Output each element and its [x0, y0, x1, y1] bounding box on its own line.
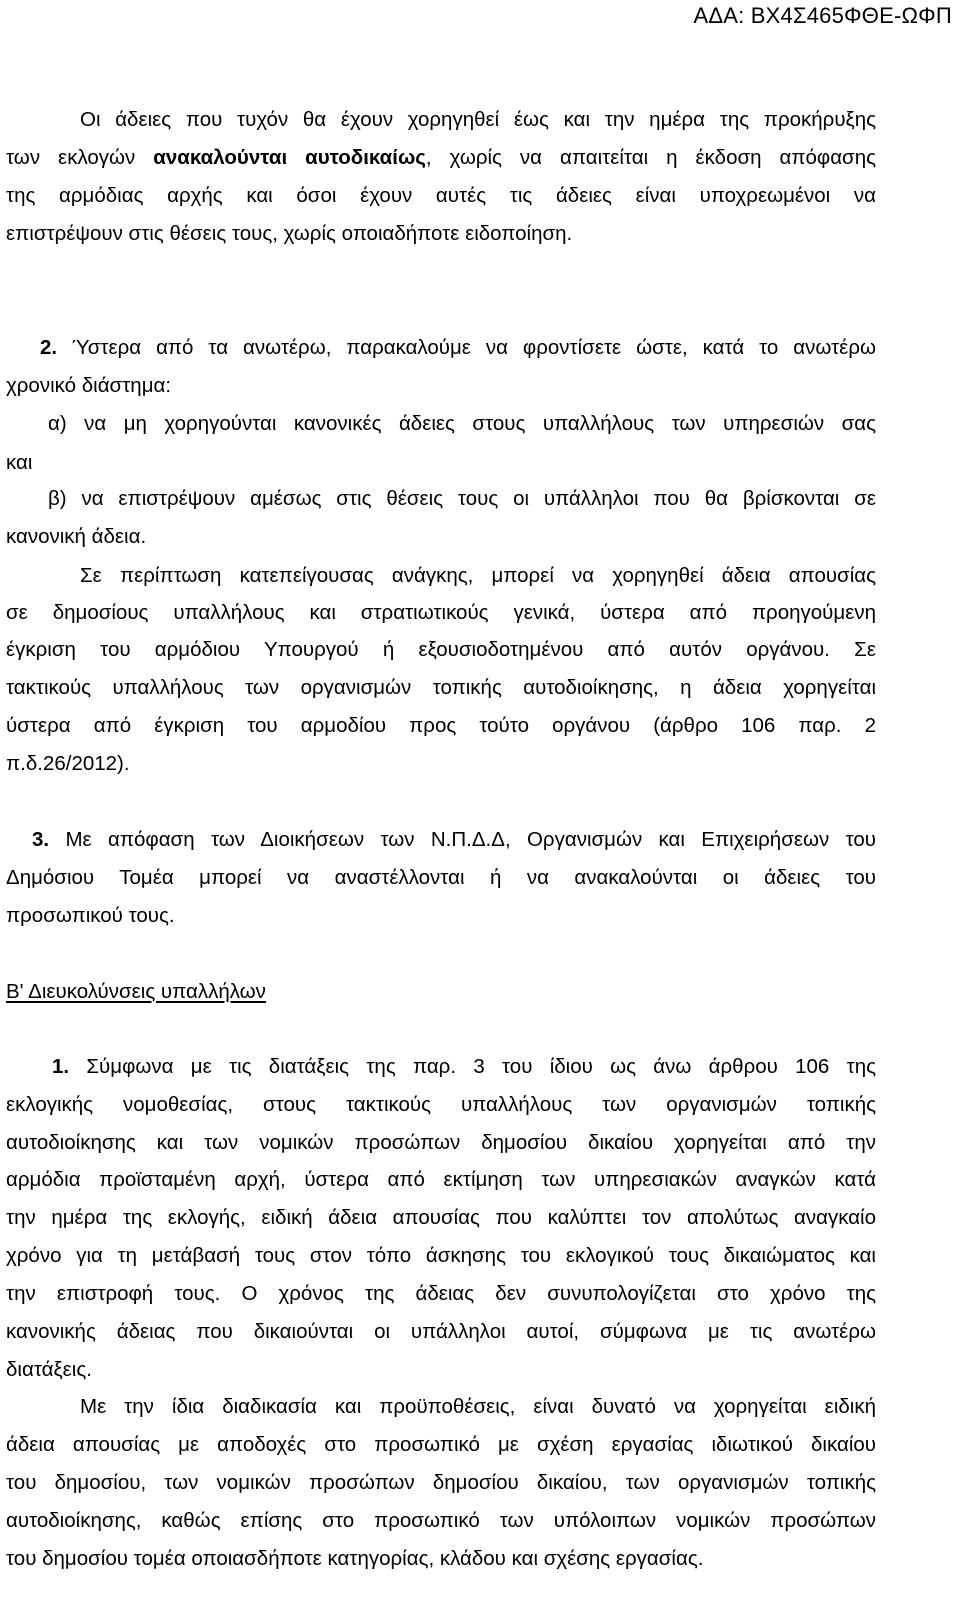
emergency-line2: σε δημοσίους υπαλλήλους και στρατιωτικούς γενικά, ύστερα από προηγούμενη [6, 601, 876, 624]
emergency-line4: τακτικούς υπαλλήλους των οργανισμών τοπικής αυτοδιοίκησης, η άδεια χορηγείται [6, 676, 876, 699]
item3-line2: Δημόσιου Τομέα μπορεί να αναστέλλονται ή να ανακαλούνται οι άδειες του [6, 866, 876, 889]
item3-line1-text: Με απόφαση των Διοικήσεων των Ν.Π.Δ.Δ, Οργανισμών και Επιχειρήσεων του [49, 828, 876, 851]
item-b1-line9: διατάξεις. [6, 1358, 92, 1381]
item-b1-line6: χρόνο για τη μετάβασή τους στον τόπο άσκησης του εκλογικού τους δικαιώματος και [6, 1244, 876, 1267]
item2-a-line1: α) να μη χορηγούνται κανονικές άδειες στους υπαλλήλους των υπηρεσιών σας [48, 412, 876, 435]
section-b-heading: Β' Διευκολύνσεις υπαλλήλων [6, 980, 266, 1003]
item3-number: 3. [32, 828, 50, 851]
item3-line1 [32, 828, 876, 852]
same-line5: του δημοσίου τομέα οποιασδήποτε κατηγορίας, κλάδου και σχέσης εργασίας. [6, 1547, 704, 1570]
item2-number: 2. [40, 336, 58, 359]
item2-line2: χρονικό διάστημα: [6, 374, 172, 397]
same-line1: Με την ίδια διαδικασία και προϋποθέσεις, είναι δυνατό να χορηγείται ειδική [80, 1395, 876, 1418]
item2-b-line2: κανονική άδεια. [6, 525, 147, 548]
para1-line2 [6, 146, 876, 170]
item-b1-line8: κανονικής άδειας που δικαιούνται οι υπάλληλοι αυτοί, σύμφωνα με τις ανωτέρω [6, 1320, 876, 1343]
item-b1-line3: αυτοδιοίκησης και των νομικών προσώπων δημοσίου δικαίου χορηγείται από την [6, 1131, 876, 1154]
item-b1-line2: εκλογικής νομοθεσίας, στους τακτικούς υπαλλήλους των οργανισμών τοπικής [6, 1093, 876, 1116]
item-b1-number: 1. [52, 1055, 70, 1078]
ada-code: ΑΔΑ: ΒΧ4Σ465ΦΘΕ-ΩΦΠ [693, 3, 952, 28]
emergency-line5: ύστερα από έγκριση του αρμοδίου προς τούτο οργάνου (άρθρο 106 παρ. 2 [6, 714, 876, 737]
para1-line1: Οι άδειες που τυχόν θα έχουν χορηγηθεί έως και την ημέρα της προκήρυξης [80, 108, 876, 131]
emergency-line3: έγκριση του αρμόδιου Υπουργού ή εξουσιοδοτημένου από αυτόν οργάνου. Σε [6, 638, 876, 661]
item3-line3: προσωπικού τους. [6, 904, 175, 927]
item2-line1 [40, 336, 876, 360]
item-b1-line5: την ημέρα της εκλογής, ειδική άδεια απουσίας που καλύπτει τον απολύτως αναγκαίο [6, 1206, 876, 1229]
item-b1-line4: αρμόδια προϊσταμένη αρχή, ύστερα από εκτίμηση των υπηρεσιακών αναγκών κατά [6, 1168, 876, 1191]
same-line3: του δημοσίου, των νομικών προσώπων δημοσίου δικαίου, των οργανισμών τοπικής [6, 1471, 876, 1494]
same-line4: αυτοδιοίκησης, καθώς επίσης στο προσωπικό των υπόλοιπων νομικών προσώπων [6, 1509, 876, 1532]
emergency-line1: Σε περίπτωση κατεπείγουσας ανάγκης, μπορεί να χορηγηθεί άδεια απουσίας [80, 564, 876, 587]
para1-line4: επιστρέψουν στις θέσεις τους, χωρίς οποιαδήποτε ειδοποίηση. [6, 222, 573, 245]
para1-line2-text: των εκλογών [6, 146, 154, 169]
item-b1-line7: την επιστροφή τους. Ο χρόνος της άδειας δεν συνυπολογίζεται στο χρόνο της [6, 1282, 876, 1305]
item2-a-line2: και [6, 451, 33, 474]
para1-bold-text: ανακαλούνται αυτοδικαίως [153, 146, 426, 169]
emergency-line6: π.δ.26/2012). [6, 752, 130, 775]
item2-b-line1: β) να επιστρέψουν αμέσως στις θέσεις τους οι υπάλληλοι που θα βρίσκονται σε [48, 487, 876, 510]
para1-line3: της αρμόδιας αρχής και όσοι έχουν αυτές τις άδειες είναι υποχρεωμένοι να [6, 184, 876, 207]
same-line2: άδεια απουσίας με αποδοχές στο προσωπικό με σχέση εργασίας ιδιωτικού δικαίου [6, 1433, 876, 1456]
item-b1-line1 [52, 1055, 876, 1079]
item-b1-line1-text: Σύμφωνα με τις διατάξεις της παρ. 3 του ίδιου ως άνω άρθρου 106 της [69, 1055, 876, 1078]
para1-line2-rest: , χωρίς να απαιτείται η έκδοση απόφασης [425, 146, 876, 169]
item2-line1-text: Ύστερα από τα ανωτέρω, παρακαλούμε να φροντίσετε ώστε, κατά το ανωτέρω [57, 336, 876, 359]
